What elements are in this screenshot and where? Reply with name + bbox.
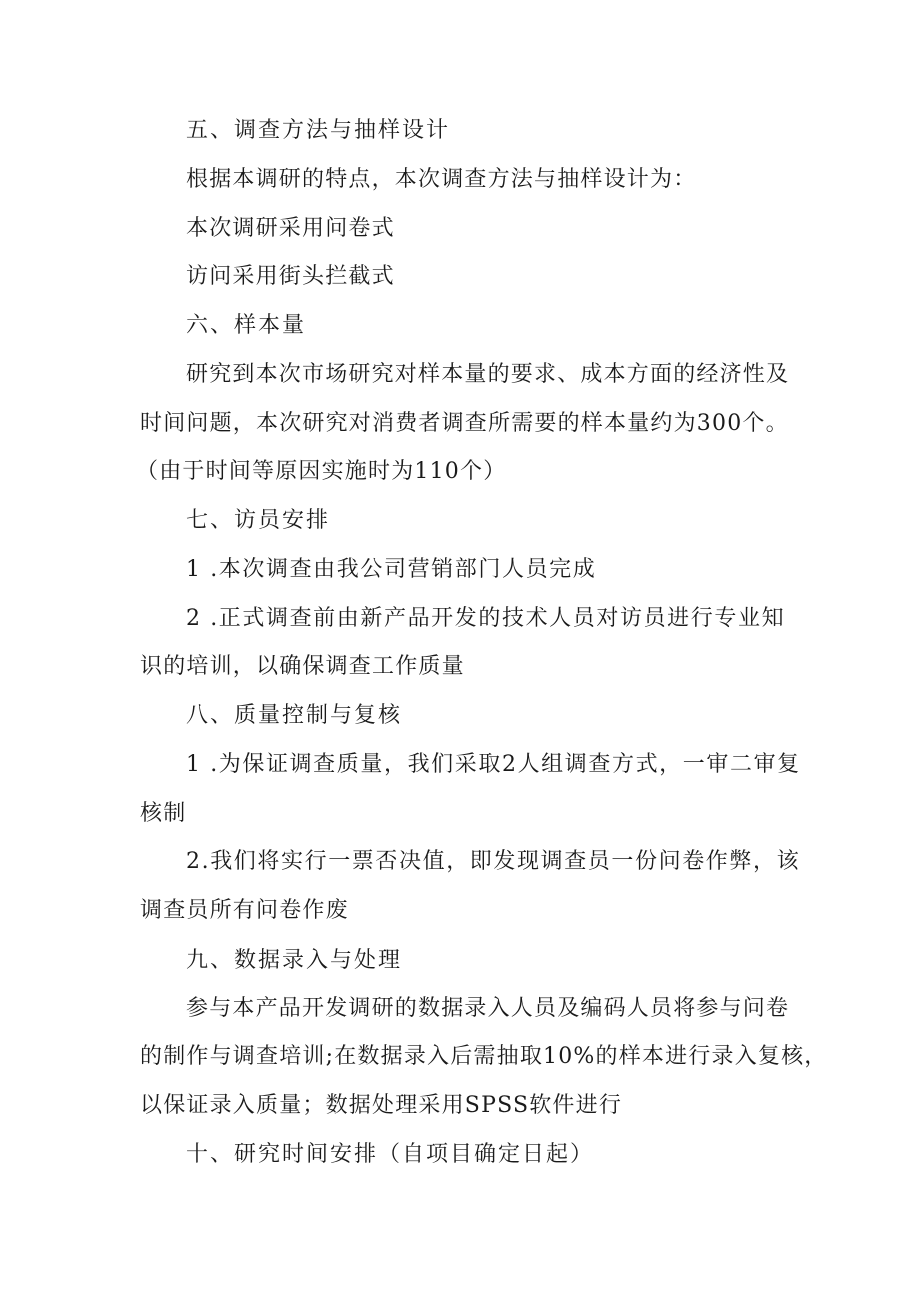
section-5-intro: 根据本调研的特点，本次调查方法与抽样设计为： — [186, 167, 697, 192]
section-9-paragraph-line-3: 以保证录入质量；数据处理采用SPSS软件进行 — [140, 1093, 623, 1118]
section-7-item-2-line-2: 识的培训，以确保调查工作质量 — [140, 654, 465, 679]
section-10-heading: 十、研究时间安排（自项目确定日起） — [186, 1142, 595, 1167]
section-8-item-1-line-1: 1 .为保证调查质量，我们采取2人组调查方式，一审二审复 — [186, 752, 801, 777]
section-7-heading: 七、访员安排 — [186, 508, 331, 533]
section-9-heading: 九、数据录入与处理 — [186, 948, 403, 973]
section-5-method-1: 本次调研采用问卷式 — [186, 216, 395, 241]
section-5-heading: 五、调查方法与抽样设计 — [186, 118, 451, 143]
section-6-paragraph-line-2: 时间问题，本次研究对消费者调查所需要的样本量约为300个。 — [140, 411, 789, 436]
section-8-item-1-line-2: 核制 — [140, 801, 187, 826]
section-8-heading: 八、质量控制与复核 — [186, 703, 403, 728]
section-8-item-2-line-2: 调查员所有问卷作废 — [140, 898, 349, 923]
section-9-paragraph-line-1: 参与本产品开发调研的数据录入人员及编码人员将参与问卷 — [186, 996, 790, 1021]
section-7-item-1: 1 .本次调查由我公司营销部门人员完成 — [186, 557, 597, 582]
section-9-paragraph-line-2: 的制作与调查培训;在数据录入后需抽取10%的样本进行录入复核， — [140, 1044, 828, 1069]
section-5-method-2: 访问采用街头拦截式 — [186, 264, 395, 289]
section-6-paragraph-line-3: （由于时间等原因实施时为110个） — [136, 459, 507, 484]
section-7-item-2-line-1: 2 .正式调查前由新产品开发的技术人员对访员进行专业知 — [186, 606, 786, 631]
section-8-item-2-line-1: 2.我们将实行一票否决值，即发现调查员一份问卷作弊，该 — [186, 849, 801, 874]
section-6-paragraph-line-1: 研究到本次市场研究对样本量的要求、成本方面的经济性及 — [186, 362, 790, 387]
section-6-heading: 六、样本量 — [186, 313, 307, 338]
